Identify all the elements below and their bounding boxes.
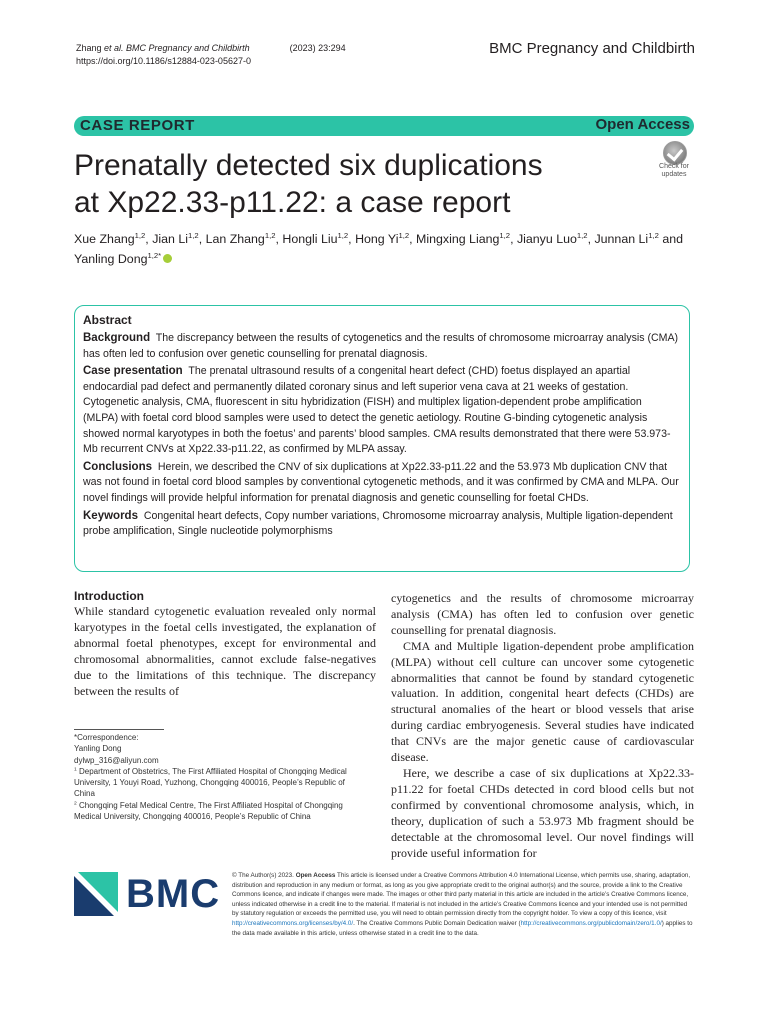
background-text: The discrepancy between the results of cytogenetics and the results of chromosome microarray analysis (CMA) has often led to confusion over genetic counselling for prenatal diagnosis.	[83, 332, 679, 360]
author[interactable]: Lan Zhang$^{1,2}$	[205, 230, 276, 246]
right-column	[391, 591, 694, 861]
author[interactable]: Jianyu Luo$^{1,2}$	[516, 230, 588, 246]
article-title	[74, 147, 594, 221]
author[interactable]: Xue Zhang$^{1,2}$	[74, 230, 146, 246]
footnote-divider	[74, 729, 164, 730]
case-label: Case presentation	[83, 365, 183, 378]
keywords-label: Keywords	[83, 509, 138, 522]
intro-paragraph-1: While standard cytogenetic evaluation revealed only normal karyotypes in the foetal cells investigated, the explanation of abnormal foetal phenotypes, except for environmental and chromosomal abnormalities, cannot exclude false-negatives due to the limitations of this technique. The discrepancy between the results of	[74, 604, 376, 698]
correspondence-label: *Correspondence:	[74, 733, 139, 742]
license-link[interactable]: http://creativecommons.org/licenses/by/4.0/	[232, 919, 354, 927]
citation-year: (2023) 23:294	[289, 43, 346, 53]
footnotes	[74, 732, 364, 822]
citation-authors: Zhang	[76, 43, 105, 53]
conclusions-text: Herein, we described the CNV of six duplications at Xp22.33-p11.22 and the 53.973 Mb duplication CNV that was not found in foetal cord blood samples by conventional cytogenetic methods, and it was confirmed by CMA and MLPA. Our novel findings will provide helpful information for prenatal diagnosis and genetic counselling for foetal CHDs.	[83, 460, 679, 504]
intro-paragraph-4: Here, we describe a case of six duplications at Xp22.33-p11.22 for foetal CHDs detected in cord blood cells but not confirmed by conventional chromosome analysis, which, in theory, duplication of such a 53.973 Mb fragment should be detectable at the chromosomal level. Our novel findings will provide useful information for	[391, 765, 694, 860]
intro-paragraph-3: CMA and Multiple ligation-dependent probe amplification (MLPA) without cell culture can uncover some cytogenetic abnormalities that cannot be found by standard cytogenetic valuation. In addition, congenital heart defects (CHDs) are structural anomalies of the heart or blood vessels that arise during cardiac embryogenesis. Several studies have indicated that CNVs are the major genetic cause of cardiovascular disease.	[391, 638, 694, 765]
bmc-logo-mark-icon	[74, 872, 118, 916]
abstract-background	[83, 331, 679, 362]
journal-name: BMC Pregnancy and Childbirth	[489, 40, 695, 57]
affiliation-2: $^2$ Chongqing Fetal Medical Centre, The First Affiliated Hospital of Chongqing Medical University, Chongqing 400016, People’s Republic of China	[74, 800, 343, 822]
article-type-banner	[74, 116, 694, 136]
corresponding-author[interactable]: Yanling Dong$^{1,2*}$	[74, 250, 162, 266]
author-list: Xue Zhang$^{1,2}$, Jian Li$^{1,2}$, Lan Zhang$^{1,2}$, Hongli Liu$^{1,2}$, Hong Yi$^{1,2}$, Mingxing Liang$^{1,2}$, Jianyu Luo$^{1,2}$, Junnan Li$^{1,2}$ and Yanling Dong$^{1,2*}$	[74, 230, 684, 266]
bmc-logo-text: BMC	[126, 872, 221, 916]
author[interactable]: Hong Yi$^{1,2}$	[355, 230, 410, 246]
author[interactable]: Jian Li$^{1,2}$	[152, 230, 199, 246]
abstract-heading: Abstract	[83, 313, 132, 327]
left-column	[74, 588, 376, 699]
orcid-icon[interactable]	[163, 254, 172, 263]
citation-journal: et al. BMC Pregnancy and Childbirth	[104, 43, 250, 53]
author[interactable]: Junnan Li$^{1,2}$	[594, 230, 659, 246]
citation-line	[76, 41, 346, 55]
correspondence-name: Yanling Dong	[74, 744, 122, 754]
doi-link[interactable]: https://doi.org/10.1186/s12884-023-05627-0	[76, 56, 251, 66]
article-type: CASE REPORT	[80, 117, 195, 134]
intro-paragraph-2: cytogenetics and the results of chromosome microarray analysis (CMA) has often led to confusion over genetic counselling for prenatal diagnosis.	[391, 591, 694, 637]
abstract-case	[83, 364, 679, 458]
keywords-text: Congenital heart defects, Copy number variations, Chromosome microarray analysis, Multiple ligation-dependent probe amplification, Single nucleotide polymorphisms	[83, 509, 673, 538]
license-open-access-label: Open Access	[295, 872, 336, 879]
background-label: Background	[83, 332, 151, 344]
authors-and: and	[662, 232, 684, 246]
author[interactable]: Hongli Liu$^{1,2}$	[282, 230, 349, 246]
check-for-updates-icon	[663, 141, 687, 165]
abstract-box	[74, 305, 690, 572]
abstract-keywords	[83, 509, 679, 540]
author[interactable]: Mingxing Liang$^{1,2}$	[416, 230, 511, 246]
public-domain-link[interactable]: http://creativecommons.org/publicdomain/zero/1.0/	[520, 919, 662, 927]
check-for-updates-label: Check for updates	[659, 163, 689, 178]
bmc-logo	[74, 872, 221, 916]
abstract-conclusions	[83, 460, 679, 507]
title-line-2: at Xp22.33-p11.22: a case report	[74, 186, 511, 219]
conclusions-label: Conclusions	[83, 460, 153, 473]
introduction-heading: Introduction	[74, 589, 144, 603]
case-text: The prenatal ultrasound results of a congenital heart defect (CHD) foetus displayed an apartial endocardial pad defect and permanently dilated coronary sinus and left superior vena cava at 21 weeks of gestation. Cytogenetic analysis, CMA, fluorescent in situ hybridization (FISH) and multiplex ligation-dependent probe amplification (MLPA) with foetal cord blood samples were used to detect the genetic aetiology. Routine G-binding cytogenetic analysis showed normal karyotypes in both the foetus’ and parents’ blood samples. CMA results demonstrated that there were 53.973-Mb recurrent CNVs at Xp22.33-p11.22, as confirmed by MLPA assay.	[83, 365, 671, 456]
license-text: © The Author(s) 2023. Open Access This article is licensed under a Creative Commons Attribution 4.0 International License, which permits use, sharing, adaptation, distribution and reproduction in any medium or format, as long as you give appropriate credit to the original author(s) and the source, provide a link to the Creative Commons licence, and indicate if changes were made. The images or other third party material in this article are included in the article’s Creative Commons licence, unless indicated otherwise in a credit line to the material. If material is not included in the article’s Creative Commons licence and your intended use is not permitted by statutory regulation or exceeds the permitted use, you will need to obtain permission directly from the copyright holder. To view a copy of this licence, visit http://creativecommons.org/licenses/by/4.0/. The Creative Commons Public Domain Dedication waiver (http://creativecommons.org/publicdomain/zero/1.0/) applies to the data made available in this article, unless otherwise stated in a credit line to the data.	[232, 872, 693, 937]
title-line-1: Prenatally detected six duplications	[74, 149, 543, 182]
open-access-label: Open Access	[595, 116, 690, 133]
check-for-updates-badge[interactable]	[654, 141, 694, 181]
affiliation-1: $^1$ Department of Obstetrics, The First Affiliated Hospital of Chongqing Medical University, 1 Youyi Road, Yuzhong, Chongqing 400016, People’s Republic of China	[74, 766, 347, 799]
correspondence-email[interactable]: dylwp_316@aliyun.com	[74, 755, 159, 765]
